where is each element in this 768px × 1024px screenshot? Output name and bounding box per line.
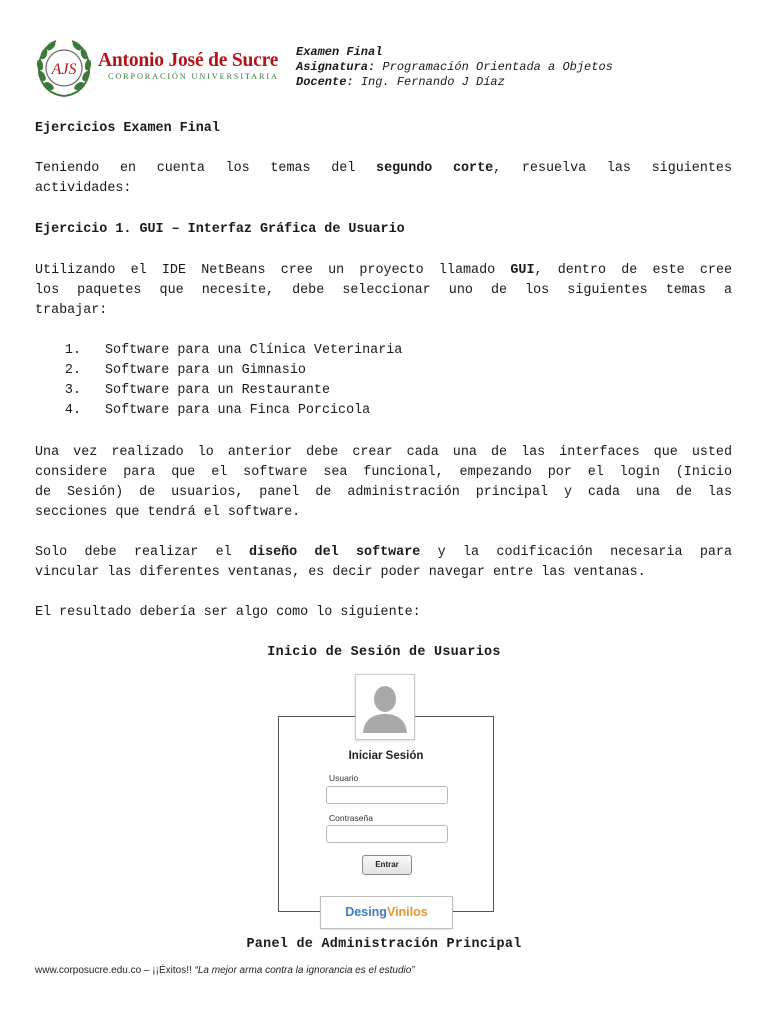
figure-title-panel: Panel de Administración Principal bbox=[246, 937, 522, 952]
topics-list bbox=[35, 341, 402, 421]
user-input[interactable] bbox=[326, 786, 448, 804]
avatar bbox=[355, 674, 415, 740]
paragraph-3: Solo debe realizar el diseño del software y la codificación necesaria para vincular las diferentes ventanas, es decir poder navegar entre las ventanas. bbox=[35, 545, 732, 580]
brand-part-a: Desing bbox=[345, 905, 387, 919]
brand-subtitle: CORPORACIÓN UNIVERSITARIA bbox=[108, 72, 279, 81]
brand-name: Antonio José de Sucre bbox=[98, 50, 279, 71]
footer bbox=[35, 965, 415, 976]
brand-box bbox=[320, 896, 453, 929]
list-item: 3. Software para un Restaurante bbox=[64, 383, 330, 398]
footer-site-link[interactable]: www.corposucre.edu.co bbox=[35, 965, 142, 976]
paragraph-1: Utilizando el IDE NetBeans cree un proyecto llamado GUI, dentro de este cree los paquetes que necesite, debe seleccionar uno de los siguientes temas a trabajar: bbox=[35, 263, 733, 318]
paragraph-2: Una vez realizado lo anterior debe crear cada una de las interfaces que usted considere para que el software sea funcional, empezando por el login (Inicio de Sesión) de usuarios, panel de administración principal y cada una de las secciones que tendrá el software. bbox=[35, 445, 732, 520]
exercise-title: Ejercicio 1. GUI – Interfaz Gráfica de Usuario bbox=[35, 222, 405, 237]
subject-label: Asignatura: bbox=[296, 60, 376, 74]
university-logo bbox=[34, 36, 94, 100]
list-item: 1. Software para una Clínica Veterinaria bbox=[64, 343, 403, 358]
user-silhouette-icon bbox=[356, 675, 414, 739]
exam-label: Examen Final bbox=[296, 45, 383, 59]
footer-cheer: ¡¡Éxitos!! bbox=[152, 965, 195, 976]
password-label: Contraseña bbox=[329, 813, 373, 823]
svg-text:AJS: AJS bbox=[51, 61, 77, 78]
intro-paragraph: Teniendo en cuenta los temas del segundo corte, resuelva las siguientes actividades: bbox=[35, 161, 732, 196]
figure-title-login: Inicio de Sesión de Usuarios bbox=[267, 645, 501, 660]
password-input[interactable] bbox=[326, 825, 448, 843]
teacher-value: Ing. Fernando J Díaz bbox=[360, 75, 505, 89]
footer-separator: – bbox=[141, 965, 153, 976]
list-item: 4. Software para una Finca Porcicola bbox=[64, 403, 371, 418]
footer-quote: “La mejor arma contra la ignorancia es el estudio” bbox=[194, 965, 415, 976]
list-item: 2. Software para un Gimnasio bbox=[64, 363, 306, 378]
enter-button[interactable]: Entrar bbox=[362, 855, 412, 875]
brand-part-b: Vinilos bbox=[386, 905, 428, 919]
header-info bbox=[296, 45, 613, 90]
login-window-frame bbox=[278, 716, 494, 912]
paragraph-4: El resultado debería ser algo como lo siguiente: bbox=[35, 605, 421, 620]
section-heading: Ejercicios Examen Final bbox=[35, 121, 220, 136]
user-label: Usuario bbox=[329, 773, 359, 783]
teacher-label: Docente: bbox=[296, 75, 354, 89]
login-title: Iniciar Sesión bbox=[348, 750, 424, 762]
subject-value: Programación Orientada a Objetos bbox=[382, 60, 613, 74]
